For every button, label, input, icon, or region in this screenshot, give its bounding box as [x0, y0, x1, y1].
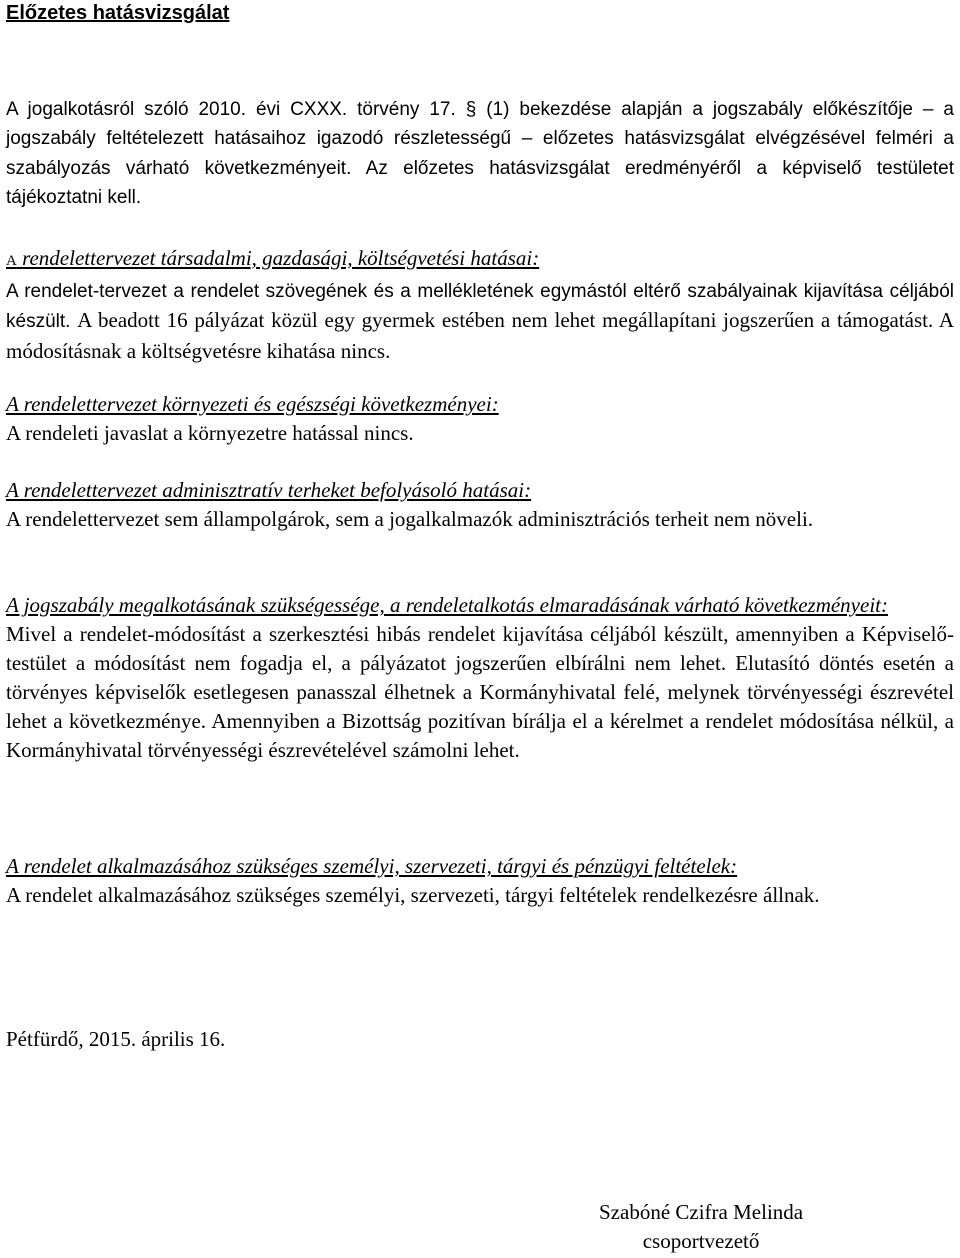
- section-heading: [6, 244, 954, 276]
- section-social-economic: [6, 244, 954, 367]
- section-heading: A rendelettervezet adminisztratív terheket befolyásoló hatásai:: [6, 478, 532, 502]
- section-body-part1: A rendelet-tervezet a rendelet szövegének és a mellékletének egymástól eltérő szabályainak kijavítása céljából készült.: [6, 281, 954, 333]
- signature-role: csoportvezető: [642, 1229, 760, 1253]
- section-body-part2: A beadott 16 pályázat közül egy gyermek estében nem lehet megállapítani jogszerűen a támogatást. A módosításnak a költségvetésre kihatása nincs.: [6, 308, 955, 363]
- section-conditions: [6, 852, 954, 910]
- section-heading: A jogszabály megalkotásának szükségessége, a rendeletalkotás elmaradásának várható következményeit:: [6, 593, 888, 617]
- document-date: Pétfürdő, 2015. április 16.: [6, 1027, 226, 1051]
- section-heading: A rendelet alkalmazásához szükséges személyi, szervezeti, tárgyi és pénzügyi feltételek:: [6, 854, 738, 878]
- document-title: Előzetes hatásvizsgálat: [6, 2, 230, 24]
- section-body: A rendeleti javaslat a környezetre hatással nincs.: [6, 421, 414, 445]
- section-environment-health: [6, 390, 954, 448]
- section-body: A rendelet alkalmazásához szükséges személyi, szervezeti, tárgyi feltételek rendelkezésre állnak.: [6, 883, 820, 907]
- section-heading: A rendelettervezet környezeti és egészségi következményei:: [6, 392, 499, 416]
- signature-name: Szabóné Czifra Melinda: [599, 1200, 804, 1224]
- section-body-sans: [6, 277, 954, 367]
- section-body: A rendelettervezet sem állampolgárok, sem a jogalkalmazók adminisztrációs terheit nem növeli.: [6, 507, 814, 531]
- intro-paragraph: A jogalkotásról szóló 2010. évi CXXX. törvény 17. § (1) bekezdése alapján a jogszabály előkészítője – a jogszabály feltételezett hatásaihoz igazodó részletességű – előzetes hatásvizsgálat elvégzésével felméri a szabályozás várható következményeit. Az előzetes hatásvizsgálat eredményéről a képviselő testületet tájékoztatni kell.: [6, 99, 954, 208]
- section-body: Mivel a rendelet-módosítást a szerkesztési hibás rendelet kijavítása céljából készült, amennyiben a Képviselő-testület a módosítást nem fogadja el, a pályázatot jogszerűen elbírálni nem lehet. Elutasító döntés esetén a törvényes képviselők esetlegesen panasszal élhetnek a Kormányhivatal felé, melynek törvényességi észrevétel lehet a következménye. Amennyiben a Bizottság pozitívan bírálja el a kérelmet a rendelet módosítása nélkül, a Kormányhivatal törvényességi észrevételével számolni lehet.: [6, 622, 954, 762]
- section-necessity: [6, 591, 954, 765]
- signature-block: [599, 1198, 803, 1256]
- section-heading-text: rendelettervezet társadalmi, gazdasági, költségvetési hatásai:: [22, 246, 540, 270]
- section-heading-prefix: A: [6, 253, 17, 269]
- section-administrative-burden: [6, 476, 954, 534]
